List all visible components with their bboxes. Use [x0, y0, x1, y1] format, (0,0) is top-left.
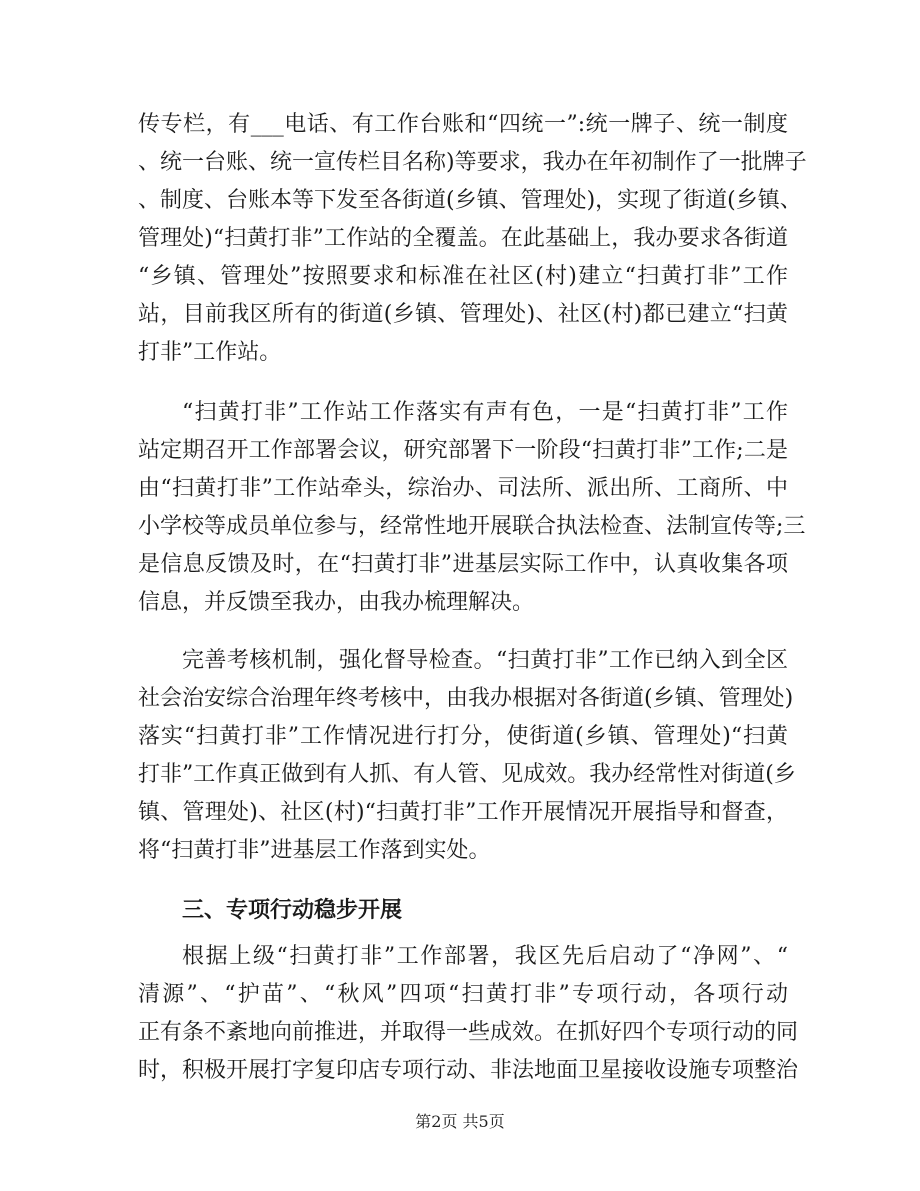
paragraph-first-line: 根据上级“扫黄打非”工作部署，我区先后启动了“净网”、“ [182, 944, 788, 969]
text-line: 清源”、“护苗”、“秋风”四项“扫黄打非”专项行动，各项行动 [138, 982, 788, 1007]
text-line: 是信息反馈及时，在“扫黄打非”进基层实际工作中，认真收集各项 [138, 552, 788, 577]
page-number-footer: 第2页 共5页 [415, 1112, 505, 1131]
text-line: 时，积极开展打字复印店专项行动、非法地面卫星接收设施专项整治 [138, 1058, 799, 1083]
text-line: 镇、管理处)、社区(村)“扫黄打非”工作开展情况开展指导和督查， [138, 800, 788, 825]
text-line: 信息，并反馈至我办，由我办梳理解决。 [138, 590, 535, 615]
text-line: 由“扫黄打非”工作站牵头，综治办、司法所、派出所、工商所、中 [138, 476, 788, 501]
text-line: 传专栏，有___电话、有工作台账和“四统一”:统一牌子、统一制度 [138, 112, 788, 137]
text-line: 落实“扫黄打非”工作情况进行打分，使街道(乡镇、管理处)“扫黄 [138, 724, 788, 749]
section-heading: 三、专项行动稳步开展 [182, 898, 403, 923]
text-line: 、统一台账、统一宣传栏目名称)等要求，我办在年初制作了一批牌子 [138, 150, 807, 175]
text-line: 管理处)“扫黄打非”工作站的全覆盖。在此基础上，我办要求各街道 [138, 226, 788, 251]
text-line: 社会治安综合治理年终考核中，由我办根据对各街道(乡镇、管理处) [138, 686, 794, 711]
text-line: 小学校等成员单位参与，经常性地开展联合执法检查、法制宣传等;三 [138, 514, 806, 539]
text-line: 站定期召开工作部署会议，研究部署下一阶段“扫黄打非”工作;二是 [138, 438, 788, 463]
text-line: 、制度、台账本等下发至各街道(乡镇、管理处)，实现了街道(乡镇、 [138, 188, 802, 213]
text-line: 打非”工作真正做到有人抓、有人管、见成效。我办经常性对街道(乡 [138, 762, 796, 787]
paragraph-first-line: “扫黄打非”工作站工作落实有声有色，一是“扫黄打非”工作 [182, 400, 788, 425]
text-line: 正有条不紊地向前推进，并取得一些成效。在抓好四个专项行动的同 [138, 1020, 799, 1045]
text-line: 将“扫黄打非”进基层工作落到实处。 [138, 838, 491, 863]
text-line: 站，目前我区所有的街道(乡镇、管理处)、社区(村)都已建立“扫黄 [138, 302, 788, 327]
text-line: 打非”工作站。 [138, 340, 282, 365]
text-line: “乡镇、管理处”按照要求和标准在社区(村)建立“扫黄打非”工作 [138, 264, 788, 289]
paragraph-first-line: 完善考核机制，强化督导检查。“扫黄打非”工作已纳入到全区 [182, 648, 788, 673]
